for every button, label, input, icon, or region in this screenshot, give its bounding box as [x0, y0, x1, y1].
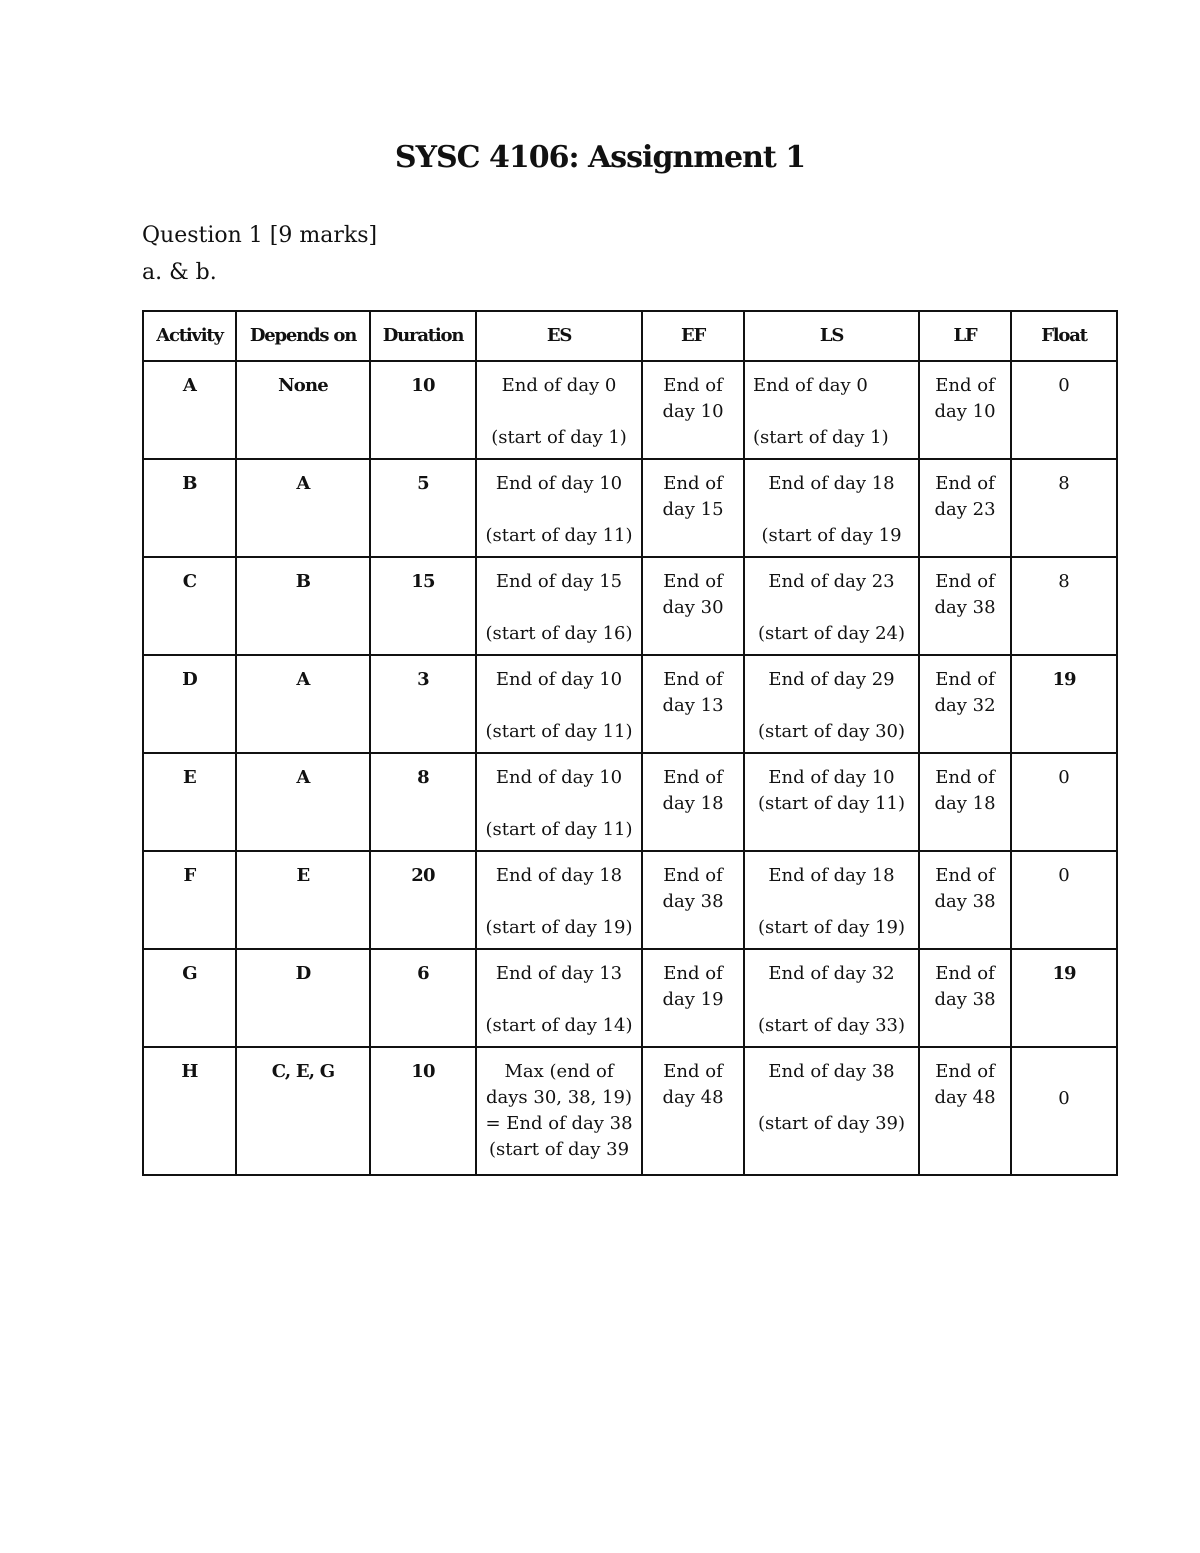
cell-depends-on: B	[236, 557, 370, 655]
header-ef: EF	[642, 311, 744, 361]
ls-line: (start of day 19)	[757, 917, 906, 938]
cell-lf	[919, 851, 1011, 949]
cell-lf	[919, 557, 1011, 655]
cell-float: 19	[1011, 655, 1117, 753]
ls-line: End of day 29	[768, 669, 895, 690]
table-row	[143, 1047, 1117, 1175]
ef-line: day 10	[662, 401, 724, 422]
cell-ef	[642, 1047, 744, 1175]
cell-ls	[744, 949, 919, 1047]
cell-duration: 6	[370, 949, 476, 1047]
subpart-label: a. & b.	[142, 260, 217, 285]
es-line: (start of day 11)	[485, 721, 633, 742]
cell-depends-on: A	[236, 655, 370, 753]
cell-ef	[642, 459, 744, 557]
page-title: SYSC 4106: Assignment 1	[394, 140, 806, 175]
cell-duration: 10	[370, 361, 476, 459]
cell-ef	[642, 557, 744, 655]
cell-activity: E	[143, 753, 236, 851]
ef-line: End of	[663, 865, 723, 886]
ls-line: (start of day 33)	[757, 1015, 906, 1036]
ls-line: End of day 10	[768, 767, 895, 788]
header-activity: Activity	[143, 311, 236, 361]
es-line: (start of day 14)	[485, 1015, 633, 1036]
cell-activity: G	[143, 949, 236, 1047]
question-heading: Question 1 [9 marks]	[142, 223, 378, 248]
cell-ls	[744, 753, 919, 851]
es-line: End of day 0	[501, 375, 617, 396]
cell-depends-on: A	[236, 459, 370, 557]
lf-line: day 18	[934, 793, 996, 814]
ef-line: End of	[663, 375, 723, 396]
header-duration: Duration	[370, 311, 476, 361]
header-depends-on: Depends on	[236, 311, 370, 361]
cell-float: 0	[1011, 1047, 1117, 1175]
cell-es	[476, 361, 642, 459]
es-line: End of day 10	[495, 669, 623, 690]
cell-ls	[744, 361, 919, 459]
ls-line: (start of day 1)	[753, 427, 889, 448]
cell-lf	[919, 753, 1011, 851]
ls-line: End of day 0	[753, 375, 868, 396]
cell-es	[476, 949, 642, 1047]
ef-line: End of	[663, 1061, 723, 1082]
cell-duration: 5	[370, 459, 476, 557]
table-row	[143, 851, 1117, 949]
ef-line: day 18	[662, 793, 724, 814]
es-line: (start of day 39	[488, 1139, 630, 1160]
cell-es	[476, 753, 642, 851]
cell-lf	[919, 949, 1011, 1047]
es-line: End of day 13	[495, 963, 623, 984]
cell-es	[476, 557, 642, 655]
cell-activity: B	[143, 459, 236, 557]
cell-lf	[919, 1047, 1011, 1175]
cell-float: 0	[1011, 361, 1117, 459]
cell-float: 8	[1011, 459, 1117, 557]
lf-line: End of	[935, 669, 995, 690]
cell-activity: C	[143, 557, 236, 655]
lf-line: day 10	[934, 401, 996, 422]
ef-line: End of	[663, 767, 723, 788]
cell-activity: H	[143, 1047, 236, 1175]
cell-es	[476, 655, 642, 753]
ef-line: day 19	[662, 989, 724, 1010]
cell-ef	[642, 361, 744, 459]
cell-depends-on: A	[236, 753, 370, 851]
ls-line: End of day 18	[768, 865, 895, 886]
lf-line: End of	[935, 865, 995, 886]
es-line: (start of day 11)	[485, 525, 633, 546]
ls-line: End of day 23	[768, 571, 895, 592]
cell-float: 0	[1011, 753, 1117, 851]
cell-duration: 15	[370, 557, 476, 655]
header-es: ES	[476, 311, 642, 361]
cell-ef	[642, 753, 744, 851]
table-row	[143, 753, 1117, 851]
cpm-table	[142, 310, 1118, 1176]
cell-depends-on: D	[236, 949, 370, 1047]
table-row	[143, 655, 1117, 753]
es-line: (start of day 1)	[491, 427, 627, 448]
ef-line: day 38	[662, 891, 724, 912]
table-row	[143, 361, 1117, 459]
cell-ef	[642, 949, 744, 1047]
header-ls: LS	[744, 311, 919, 361]
ls-line: (start of day 19	[761, 525, 902, 546]
ef-line: day 30	[662, 597, 724, 618]
cell-depends-on: E	[236, 851, 370, 949]
es-line: (start of day 19)	[485, 917, 633, 938]
es-line: (start of day 16)	[485, 623, 633, 644]
cell-ls	[744, 851, 919, 949]
ef-line: End of	[663, 473, 723, 494]
cell-es	[476, 1047, 642, 1175]
header-row	[143, 311, 1117, 361]
lf-line: day 38	[934, 597, 996, 618]
cell-ls	[744, 655, 919, 753]
cell-float: 0	[1011, 851, 1117, 949]
cell-es	[476, 851, 642, 949]
ef-line: End of	[663, 963, 723, 984]
cell-ls	[744, 557, 919, 655]
lf-line: End of	[935, 963, 995, 984]
ls-line: End of day 38	[768, 1061, 895, 1082]
lf-line: End of	[935, 375, 995, 396]
lf-line: day 32	[934, 695, 996, 716]
table-row	[143, 459, 1117, 557]
ls-line: (start of day 30)	[757, 721, 906, 742]
es-line: End of day 10	[495, 473, 623, 494]
cell-activity: D	[143, 655, 236, 753]
es-line: End of day 18	[495, 865, 623, 886]
cell-activity: F	[143, 851, 236, 949]
ls-line: End of day 18	[768, 473, 895, 494]
es-line: Max (end of	[504, 1061, 614, 1082]
cell-depends-on: None	[236, 361, 370, 459]
header-lf: LF	[919, 311, 1011, 361]
lf-line: day 48	[934, 1087, 996, 1108]
table-row	[143, 557, 1117, 655]
cell-float: 19	[1011, 949, 1117, 1047]
es-line: = End of day 38	[485, 1113, 633, 1134]
header-float: Float	[1011, 311, 1117, 361]
cell-lf	[919, 655, 1011, 753]
cell-lf	[919, 459, 1011, 557]
lf-line: End of	[935, 473, 995, 494]
table-row	[143, 949, 1117, 1047]
cell-duration: 10	[370, 1047, 476, 1175]
ef-line: End of	[663, 571, 723, 592]
cell-duration: 20	[370, 851, 476, 949]
lf-line: End of	[935, 767, 995, 788]
lf-line: End of	[935, 1061, 995, 1082]
es-line: End of day 10	[495, 767, 623, 788]
cell-depends-on: C, E, G	[236, 1047, 370, 1175]
cell-float: 8	[1011, 557, 1117, 655]
cell-duration: 3	[370, 655, 476, 753]
lf-line: day 23	[934, 499, 996, 520]
ls-line: (start of day 39)	[757, 1113, 906, 1134]
cell-ls	[744, 1047, 919, 1175]
es-line: End of day 15	[495, 571, 623, 592]
ef-line: day 48	[662, 1087, 724, 1108]
lf-line: End of	[935, 571, 995, 592]
ls-line: (start of day 11)	[757, 793, 906, 814]
es-line: (start of day 11)	[485, 819, 633, 840]
es-line: days 30, 38, 19)	[485, 1087, 632, 1108]
ef-line: day 13	[662, 695, 724, 716]
ef-line: day 15	[662, 499, 724, 520]
cell-ef	[642, 655, 744, 753]
cell-activity: A	[143, 361, 236, 459]
cell-ef	[642, 851, 744, 949]
cell-duration: 8	[370, 753, 476, 851]
lf-line: day 38	[934, 891, 996, 912]
cell-ls	[744, 459, 919, 557]
ls-line: (start of day 24)	[757, 623, 906, 644]
cell-es	[476, 459, 642, 557]
ef-line: End of	[663, 669, 723, 690]
ls-line: End of day 32	[768, 963, 895, 984]
lf-line: day 38	[934, 989, 996, 1010]
cell-lf	[919, 361, 1011, 459]
